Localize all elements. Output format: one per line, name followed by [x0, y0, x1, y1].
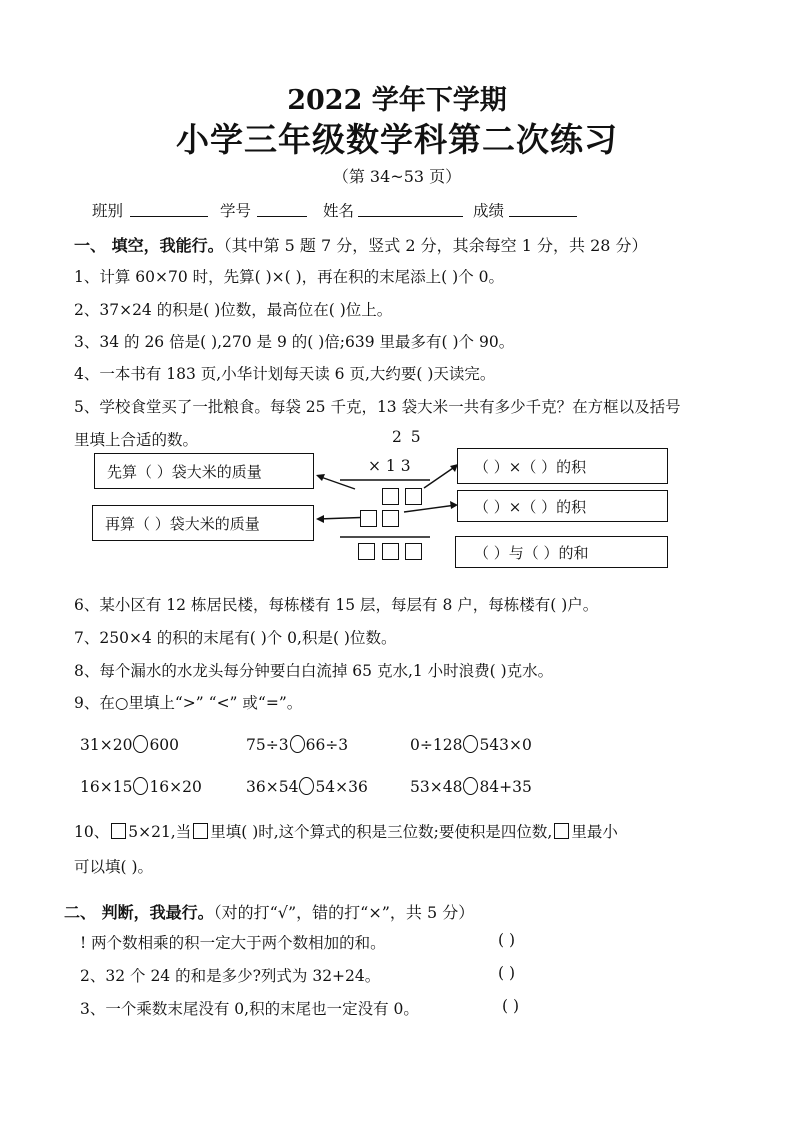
- q5-multiplier: × 1 3: [368, 457, 411, 475]
- q5-digit-box[interactable]: [405, 488, 422, 505]
- judge-blank-1[interactable]: ( ): [498, 931, 516, 949]
- compare-circle[interactable]: [463, 777, 478, 795]
- q9-left-expr: 75÷3: [246, 736, 289, 754]
- q5-multiplicand: 2 5: [392, 428, 423, 446]
- question-3: 3、34 的 26 倍是( ),270 是 9 的( )倍;639 里最多有( )个 90。: [74, 333, 515, 351]
- q9-right-expr: 16×20: [149, 778, 202, 796]
- compare-circle[interactable]: [299, 777, 314, 795]
- compare-circle[interactable]: [290, 735, 305, 753]
- section2-note: （对的打“√”，错的打“×”，共 5 分）: [213, 903, 475, 922]
- q5-arrow-right-2: [404, 505, 456, 512]
- question-9: 9、在○里填上“>” “<” 或“=”。: [74, 694, 303, 712]
- q10-blank-box[interactable]: [554, 823, 569, 839]
- q10-blank-box[interactable]: [193, 823, 208, 839]
- q9-comparison: [410, 735, 532, 754]
- judge-item-3: 3、一个乘数末尾没有 0,积的末尾也一定没有 0。: [80, 1000, 419, 1018]
- q5-sum-box: [455, 536, 668, 568]
- q5-product2-label: （ ）×（ ）的积: [474, 497, 587, 516]
- q5-arrow-right-1: [424, 466, 456, 488]
- q10-blank-box[interactable]: [111, 823, 126, 839]
- q9-left-expr: 0÷128: [410, 736, 463, 754]
- judge-item-2: 2、32 个 24 的和是多少?列式为 32+24。: [80, 967, 381, 985]
- question-10-line2: 可以填( )。: [74, 858, 154, 876]
- compare-circle[interactable]: [463, 735, 478, 753]
- compare-circle[interactable]: [133, 735, 148, 753]
- judge-item-1: ! 两个数相乘的积一定大于两个数相加的和。: [80, 934, 386, 952]
- section2-heading: 二、 判断，我最行。: [64, 903, 214, 922]
- q9-left-expr: 36×54: [246, 778, 299, 796]
- q5-step2-label: 再算（ ）袋大米的质量: [105, 514, 260, 533]
- q5-step1-box: [94, 453, 314, 489]
- q5-digit-box[interactable]: [382, 510, 399, 527]
- q5-step2-box: [92, 505, 314, 541]
- q5-product1-label: （ ）×（ ）的积: [474, 457, 587, 476]
- q9-comparison: [80, 777, 202, 796]
- question-7: 7、250×4 的积的末尾有( )个 0,积是( )位数。: [74, 629, 397, 647]
- q5-sum-label: （ ）与（ ）的和: [474, 543, 589, 562]
- question-10-line1: [74, 820, 618, 842]
- student-id-label: 学号: [220, 202, 252, 220]
- q5-digit-box[interactable]: [358, 543, 375, 560]
- q9-comparison: [410, 777, 532, 796]
- question-6: 6、某小区有 12 栋居民楼，每栋楼有 15 层，每层有 8 户，每栋楼有( )户。: [74, 596, 599, 614]
- q5-digit-box[interactable]: [360, 510, 377, 527]
- question-4: 4、一本书有 183 页,小华计划每天读 6 页,大约要( )天读完。: [74, 365, 496, 383]
- name-label: 姓名: [323, 202, 355, 220]
- class-label: 班别: [92, 202, 124, 220]
- q9-left-expr: 16×15: [80, 778, 133, 796]
- q9-comparison: [246, 777, 368, 796]
- q10-number: 10、: [74, 823, 110, 841]
- q5-arrow-left-1: [318, 476, 355, 489]
- question-2: 2、37×24 的积是( )位数，最高位在( )位上。: [74, 301, 393, 319]
- judge-blank-3[interactable]: ( ): [502, 997, 520, 1015]
- section2-heading-row: [64, 900, 474, 923]
- q5-arrowhead-left-2: [316, 515, 324, 523]
- q9-right-expr: 543×0: [479, 736, 532, 754]
- q5-product1-box: [457, 448, 668, 484]
- compare-circle[interactable]: [133, 777, 148, 795]
- q9-right-expr: 54×36: [315, 778, 368, 796]
- title-exam-name: 小学三年级数学科第二次练习: [176, 120, 618, 159]
- q5-step1-label: 先算（ ）袋大米的质量: [107, 462, 262, 481]
- q10-text-c: 里最小: [571, 823, 618, 841]
- q9-right-expr: 66÷3: [305, 736, 349, 754]
- page-range: （第 34~53 页）: [332, 167, 462, 186]
- title-year-term: 2022 学年下学期: [287, 85, 507, 116]
- section1-heading: 一、 填空，我能行。: [74, 236, 224, 255]
- judge-blank-2[interactable]: ( ): [498, 964, 516, 982]
- q5-product2-box: [457, 490, 668, 522]
- q5-digit-box[interactable]: [382, 488, 399, 505]
- q5-digit-box[interactable]: [405, 543, 422, 560]
- q10-text-a: 5×21,当: [128, 823, 192, 841]
- q9-right-expr: 600: [149, 736, 180, 754]
- q9-comparison: [80, 735, 179, 754]
- q10-text-b: 里填( )时,这个算式的积是三位数;要使积是四位数,: [210, 823, 553, 841]
- q9-right-expr: 84+35: [479, 778, 532, 796]
- q5-digit-box[interactable]: [382, 543, 399, 560]
- question-5-line2: 里填上合适的数。: [74, 431, 199, 449]
- score-label: 成绩: [473, 202, 505, 220]
- q9-comparison: [246, 735, 348, 754]
- section1-note: （其中第 5 题 7 分，竖式 2 分，其余每空 1 分，共 28 分）: [223, 236, 648, 255]
- question-5-line1: 5、学校食堂买了一批粮食。每袋 25 千克，13 袋大米一共有多少千克？在方框以及括号: [74, 398, 681, 416]
- q9-left-expr: 31×20: [80, 736, 133, 754]
- question-8: 8、每个漏水的水龙头每分钟要白白流掉 65 克水,1 小时浪费( )克水。: [74, 662, 554, 680]
- question-1: 1、计算 60×70 时，先算( )×( )，再在积的末尾添上( )个 0。: [74, 268, 504, 286]
- q9-left-expr: 53×48: [410, 778, 463, 796]
